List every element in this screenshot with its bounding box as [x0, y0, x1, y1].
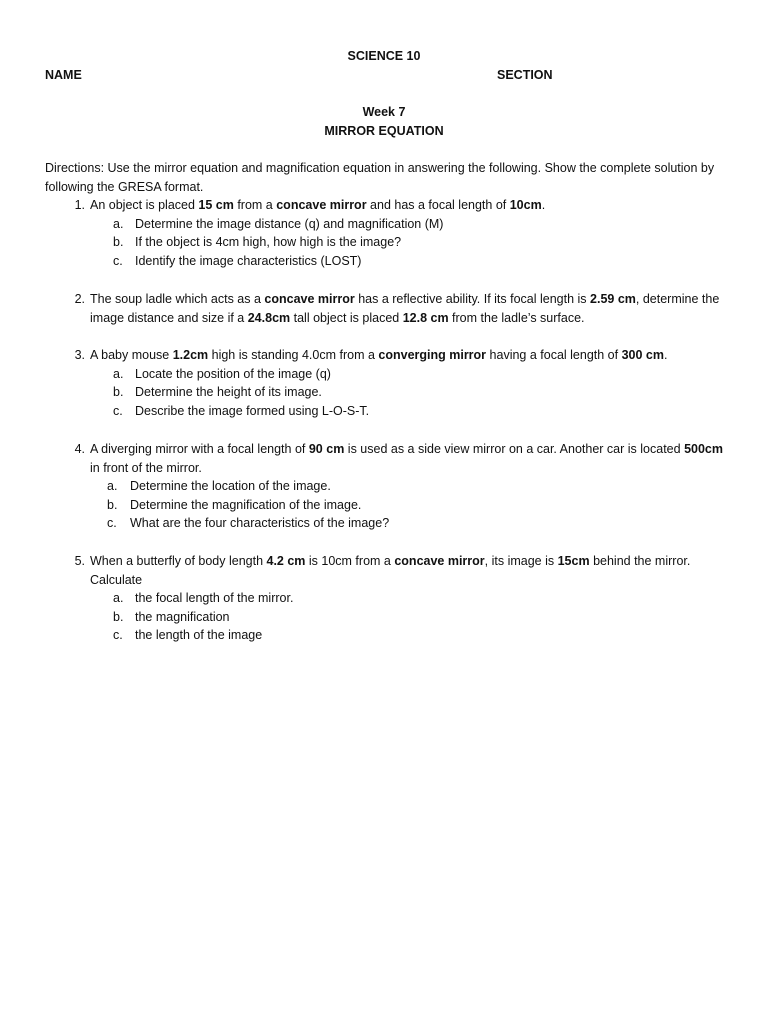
subquestion-letter: c. — [113, 403, 123, 418]
question-4 — [45, 440, 725, 533]
question-number: 2. — [74, 292, 85, 306]
subquestion-text: What are the four characteristics of the image? — [130, 516, 390, 531]
question-emphasis-text: 24.8cm — [247, 310, 291, 325]
question-emphasis-text: 15cm — [557, 554, 590, 568]
question-number: 5. — [74, 554, 85, 568]
question-emphasis-text: 12.8 cm — [402, 310, 449, 325]
question-text-run: from a — [233, 198, 277, 212]
question-text-run: . — [663, 348, 668, 362]
subquestion-letter: a. — [113, 216, 124, 231]
question-number: 1. — [74, 198, 85, 212]
subquestion-item — [45, 402, 725, 421]
topic-heading: MIRROR EQUATION — [324, 124, 444, 138]
question-emphasis-text: 15 cm — [198, 198, 234, 212]
question-emphasis-text: 4.2 cm — [266, 554, 306, 568]
subquestion-item — [45, 365, 725, 384]
subquestion-text: the magnification — [135, 609, 230, 624]
question-text-run: An object is placed — [90, 198, 199, 212]
question-text — [90, 440, 725, 477]
subquestion-item — [45, 589, 725, 608]
subquestion-text: the focal length of the mirror. — [135, 591, 294, 606]
subquestion-list — [45, 365, 725, 421]
question-text-run: is 10cm from a — [305, 554, 395, 568]
question-text-run: . — [541, 198, 546, 212]
question-5 — [45, 552, 725, 645]
subquestion-text: Determine the height of its image. — [135, 385, 322, 400]
subquestion-item — [45, 626, 725, 645]
subquestion-list — [45, 589, 725, 645]
question-text-run: from the ladle’s surface. — [448, 310, 585, 325]
subquestion-letter: a. — [107, 479, 118, 494]
subquestion-item — [45, 215, 725, 234]
subquestion-item — [45, 608, 725, 627]
subquestion-letter: c. — [113, 628, 123, 643]
subquestion-text: Determine the magnification of the image. — [130, 497, 362, 512]
question-emphasis-text: 2.59 cm — [590, 292, 636, 306]
question-emphasis-text: concave mirror — [264, 292, 355, 306]
question-text — [90, 346, 725, 365]
question-number: 3. — [74, 348, 85, 362]
question-emphasis-text: 10cm — [509, 198, 542, 212]
question-3 — [45, 346, 725, 420]
subquestion-item — [45, 496, 725, 515]
subquestion-text: Determine the location of the image. — [130, 479, 331, 494]
question-text-run: A diverging mirror with a focal length of — [90, 442, 309, 456]
question-emphasis-text: 300 cm — [621, 348, 664, 362]
question-number: 4. — [74, 442, 85, 456]
subquestion-text: Locate the position of the image (q) — [135, 366, 331, 381]
question-emphasis-text: concave mirror — [276, 198, 367, 212]
question-text — [90, 196, 725, 215]
subquestion-letter: b. — [107, 497, 118, 512]
question-text-run: has a reflective ability. If its focal length is — [354, 292, 591, 306]
subject-title: SCIENCE 10 — [347, 49, 421, 63]
question-text-run: in front of the mirror. — [90, 460, 202, 475]
question-text-run: and has a focal length of — [366, 198, 510, 212]
week-heading: Week 7 — [362, 105, 406, 119]
question-2 — [45, 290, 725, 327]
question-text-run: When a butterfly of body length — [90, 554, 267, 568]
subquestion-item — [45, 233, 725, 252]
question-1 — [45, 196, 725, 270]
subquestion-item — [45, 514, 725, 533]
subquestion-letter: c. — [113, 253, 123, 268]
subquestion-list — [45, 477, 725, 533]
subquestion-item — [45, 383, 725, 402]
subquestion-letter: c. — [107, 516, 117, 531]
subquestion-letter: b. — [113, 385, 124, 400]
question-emphasis-text: 1.2cm — [172, 348, 209, 362]
question-emphasis-text: converging mirror — [378, 348, 487, 362]
question-text-run: is used as a side view mirror on a car. Another car is located — [344, 442, 685, 456]
subquestion-letter: b. — [113, 609, 124, 624]
subquestion-item — [45, 252, 725, 271]
name-label: NAME — [45, 68, 82, 82]
subquestion-letter: a. — [113, 591, 124, 606]
question-text-run: A baby mouse — [90, 348, 173, 362]
subquestion-list — [45, 215, 725, 271]
question-text-run: behind the mirror. Calculate — [90, 554, 691, 587]
subquestion-text: Identify the image characteristics (LOST) — [135, 253, 362, 268]
question-text-run: having a focal length of — [486, 348, 622, 362]
question-text-run: high is standing 4.0cm from a — [208, 348, 379, 362]
subquestion-text: If the object is 4cm high, how high is the image? — [135, 235, 402, 250]
subquestion-item — [45, 477, 725, 496]
question-text-run: , its image is — [484, 554, 558, 568]
subquestion-text: Determine the image distance (q) and magnification (M) — [135, 216, 444, 231]
question-text-run: The soup ladle which acts as a — [90, 292, 265, 306]
question-text — [90, 552, 725, 589]
question-emphasis-text: 90 cm — [308, 442, 345, 456]
section-label: SECTION — [497, 68, 553, 82]
question-emphasis-text: 500cm — [684, 442, 723, 456]
question-text — [90, 290, 725, 327]
question-emphasis-text: concave mirror — [394, 554, 485, 568]
subquestion-letter: a. — [113, 366, 124, 381]
subquestion-letter: b. — [113, 235, 124, 250]
directions-text: Directions: Use the mirror equation and magnification equation in answering the following. Show the complete solution by following the GRESA format. — [45, 161, 715, 194]
question-text-run: tall object is placed — [290, 310, 403, 325]
subquestion-text: Describe the image formed using L-O-S-T. — [135, 403, 370, 418]
question-text-run: , determine the image distance and size if a — [90, 292, 720, 325]
subquestion-text: the length of the image — [135, 628, 263, 643]
